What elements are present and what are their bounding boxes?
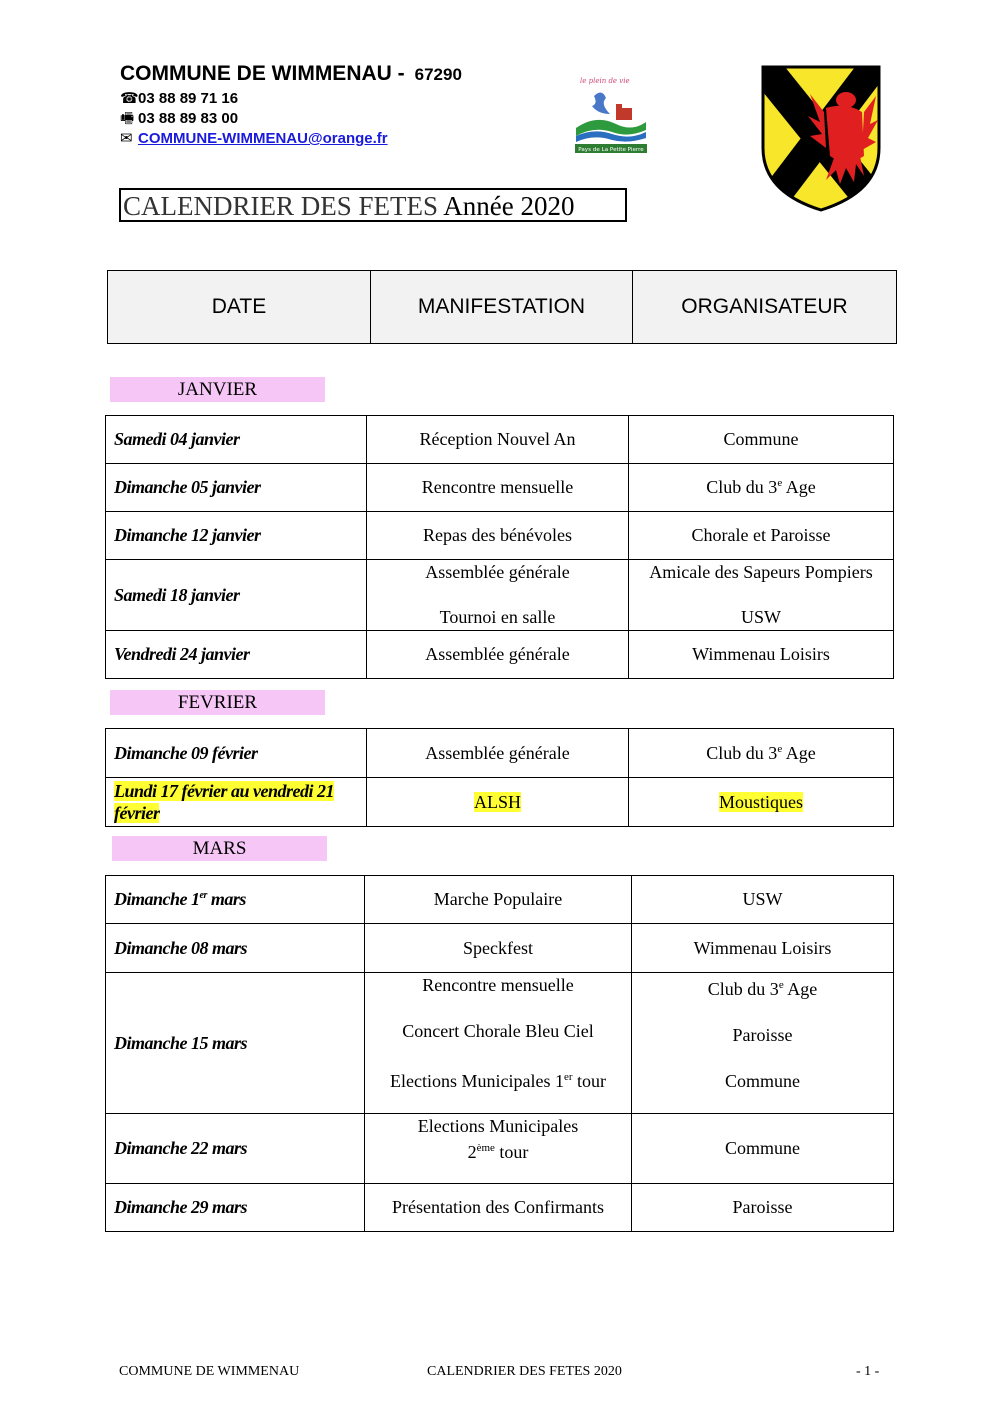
table-row <box>106 1184 894 1232</box>
event-date: Samedi 04 janvier <box>106 416 367 464</box>
table-row <box>106 512 894 560</box>
fax-line: 🖷 03 88 89 83 00 <box>120 108 238 133</box>
phone-icon: ☎ <box>120 90 139 107</box>
footer-center: CALENDRIER DES FETES 2020 <box>427 1364 622 1379</box>
event-date: Dimanche 29 mars <box>106 1184 365 1232</box>
event-date: Dimanche 22 mars <box>106 1114 365 1184</box>
coat-of-arms <box>760 64 882 212</box>
event-name: Assemblée générale <box>367 631 629 679</box>
event-date: Dimanche 08 mars <box>106 924 365 973</box>
month-label-fevrier: FEVRIER <box>110 690 325 715</box>
page-number: - 1 - <box>856 1364 880 1379</box>
event-organizer: Wimmenau Loisirs <box>629 631 894 679</box>
event-name: Présentation des Confirmants <box>365 1184 632 1232</box>
email-line <box>120 129 388 147</box>
event-date: Vendredi 24 janvier <box>106 631 367 679</box>
events-table-janvier <box>105 415 894 679</box>
event-date: Dimanche 09 février <box>106 729 367 778</box>
event-name: Marche Populaire <box>365 876 632 924</box>
table-row <box>106 631 894 679</box>
event-organizer: Commune <box>629 416 894 464</box>
event-date: Samedi 18 janvier <box>106 560 367 631</box>
event-name: Réception Nouvel An <box>367 416 629 464</box>
table-row <box>106 416 894 464</box>
month-label-mars: MARS <box>112 836 327 861</box>
event-organizer: Club du 3e Age Paroisse Commune <box>632 973 894 1114</box>
table-row <box>106 778 894 827</box>
event-date: Dimanche 15 mars <box>106 973 365 1114</box>
event-name: Assemblée générale <box>367 729 629 778</box>
table-row <box>106 464 894 512</box>
table-row <box>106 729 894 778</box>
table-row <box>106 1114 894 1184</box>
envelope-icon: ✉ <box>120 130 133 147</box>
table-row <box>106 560 894 631</box>
event-organizer: Wimmenau Loisirs <box>632 924 894 973</box>
event-date: Dimanche 12 janvier <box>106 512 367 560</box>
event-organizer: Club du 3e Age <box>629 729 894 778</box>
footer-left: COMMUNE DE WIMMENAU <box>119 1364 300 1379</box>
event-organizer: Commune <box>632 1114 894 1184</box>
event-name: ALSH <box>367 778 629 827</box>
event-date: Dimanche 1er mars <box>106 876 365 924</box>
event-organizer: Moustiques <box>629 778 894 827</box>
pays-petite-pierre-logo <box>572 74 650 156</box>
postcode: 67290 <box>414 65 462 84</box>
event-organizer: USW <box>632 876 894 924</box>
svg-text:Pays de La Petite Pierre: Pays de La Petite Pierre <box>578 147 644 153</box>
events-table-mars <box>105 875 894 1232</box>
fax-icon: 🖷 <box>120 110 135 127</box>
col-date-header: DATE <box>108 271 371 344</box>
event-organizer: Club du 3e Age <box>629 464 894 512</box>
column-header <box>107 270 897 344</box>
table-row <box>106 973 894 1114</box>
email-link[interactable]: COMMUNE-WIMMENAU@orange.fr <box>138 130 388 147</box>
event-organizer: Amicale des Sapeurs Pompiers USW <box>629 560 894 631</box>
event-name: Repas des bénévoles <box>367 512 629 560</box>
event-name: Rencontre mensuelle <box>367 464 629 512</box>
calendar-title: CALENDRIER DES FETES Année 2020 <box>119 188 627 222</box>
event-name: Assemblée générale Tournoi en salle <box>367 560 629 631</box>
event-date <box>106 778 367 827</box>
events-table-fevrier <box>105 728 894 827</box>
event-date: Dimanche 05 janvier <box>106 464 367 512</box>
event-name: Elections Municipales 2ème tour <box>365 1114 632 1184</box>
svg-text:le plein de vie: le plein de vie <box>580 77 630 85</box>
month-label-janvier: JANVIER <box>110 377 325 402</box>
event-organizer: Chorale et Paroisse <box>629 512 894 560</box>
col-organizer-header: ORGANISATEUR <box>633 271 897 344</box>
table-row <box>106 876 894 924</box>
phone-line: ☎03 88 89 71 16 <box>120 90 239 107</box>
col-event-header: MANIFESTATION <box>371 271 633 344</box>
commune-name: COMMUNE DE WIMMENAU - 67290 <box>120 62 462 85</box>
highlighted-date: Lundi 17 février au vendredi 21 février <box>114 781 334 823</box>
event-name: Rencontre mensuelle Concert Chorale Bleu Ciel Elections Municipales 1er tour <box>365 973 632 1114</box>
event-organizer: Paroisse <box>632 1184 894 1232</box>
event-name: Speckfest <box>365 924 632 973</box>
